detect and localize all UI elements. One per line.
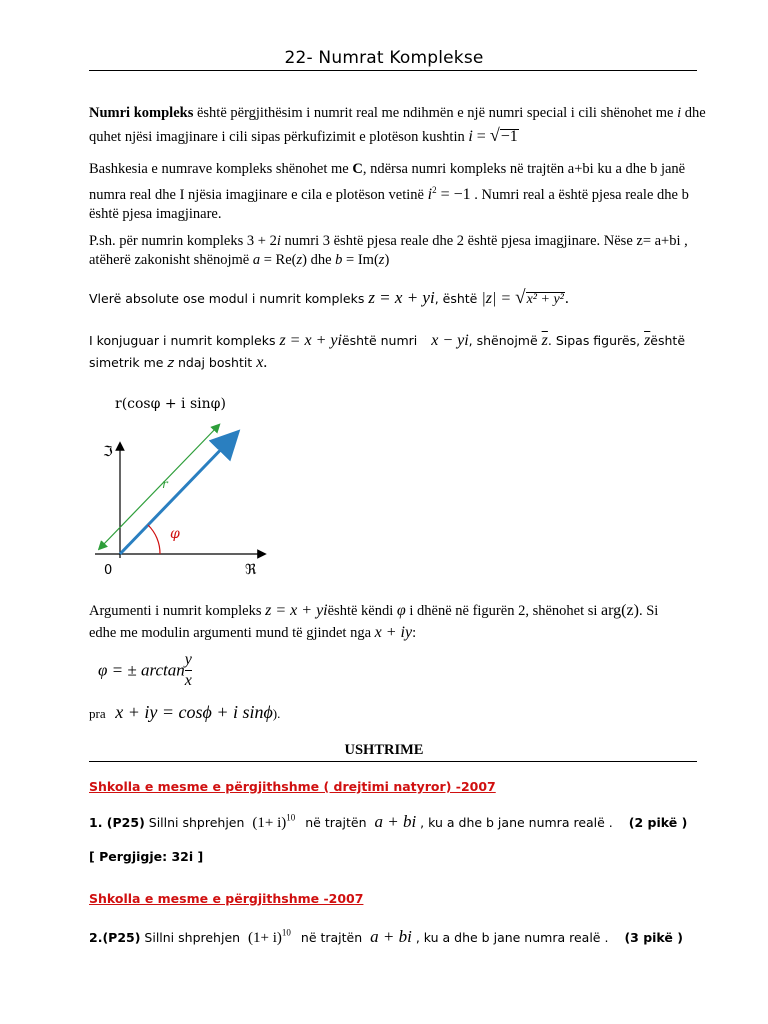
section-heading-2: Shkolla e mesme e përgjithshme -2007: [89, 891, 364, 906]
imaginary-axis-label: ℑ: [103, 444, 113, 460]
modulus-definition: Vlerë absolute ose modul i numrit kompleks z = x + yi, është |z| = √x² + y².: [89, 287, 569, 308]
argument-line-1: Argumenti i numrit kompleks z = x + yiështë këndi φ i dhënë në figurën 2, shënohet si arg(z). Si: [89, 602, 659, 619]
exercises-divider: [89, 761, 697, 762]
arctan-formula: φ = ± arctan $\frac{y}{x}$: [98, 651, 192, 689]
exercise-2-points: (3 pikë ): [624, 930, 683, 945]
intro-paragraph: [89, 104, 709, 147]
page-title: 22- Numrat Komplekse: [284, 48, 484, 68]
pra-formula: pra x + iy = cosϕ + i sinϕ).: [89, 702, 281, 722]
exercises-heading: USHTRIME: [344, 742, 424, 758]
conjugate-line-2: simetrik me z ndaj boshtit x.: [89, 354, 268, 371]
example-line-1: P.sh. për numrin kompleks 3 + 2i numri 3 është pjesa reale dhe 2 është pjesa imagjinare. Nëse z= a+bi ,: [89, 233, 688, 249]
angle-arc: [148, 525, 160, 554]
intro-line-2: quhet njësi imagjinare i cili sipas përkufizimit e plotëson kushtin i = √−1: [89, 125, 518, 145]
modulus-radicand: x² + y²: [526, 292, 564, 307]
conjugate-line-1: I konjuguar i numrit kompleks z = x + yiështë numri x − yi, shënojmë $\overline{z}$. Sipas figurës, $\overline{z}është$: [89, 332, 686, 349]
example-line-2: atëherë zakonisht shënojmë a = Re(z) dhe b = Im(z): [89, 252, 390, 268]
exercise-1-number: 1. (P25): [89, 815, 145, 830]
complex-plane-figure: [90, 388, 280, 583]
conjugate-definition: [89, 330, 709, 374]
intro-bold-term: Numri kompleks: [89, 105, 194, 121]
bashkesia-line-2: numra real dhe I njësia imagjinare e cila e plotëson vetinë $i^2 = -1$ . Numri real a është pjesa reale dhe b: [89, 185, 689, 203]
arctan-fraction: $\frac{y}{x}$: [184, 651, 192, 689]
r-label: r: [162, 477, 168, 491]
polar-form-label: r(cosφ + i sinφ): [115, 396, 226, 412]
exercise-1-points: (2 pikë ): [628, 815, 688, 830]
exercise-1: 1. (P25) Sillni shprehjen $(1+ i)^{10}$ në trajtën a + bi , ku a dhe b jane numra realë . (2 pikë ): [89, 812, 688, 831]
example-paragraph: [89, 232, 709, 270]
bashkesia-line-1: Bashkesia e numrave kompleks shënohet me C, ndërsa numri kompleks në trajtën a+bi ku a dhe b janë: [89, 161, 686, 177]
real-axis-label: ℜ: [245, 562, 257, 578]
intro-line-1: Numri kompleks është përgjithësim i numrit real me ndihmën e një numri special i cili shënohet me i dhe: [89, 105, 706, 121]
title-divider: [89, 70, 697, 71]
exercise-2-number: 2.(P25): [89, 930, 141, 945]
bashkesia-line-3: është pjesa imagjinare.: [89, 205, 222, 222]
argument-paragraph: [89, 600, 709, 644]
phi-label: φ: [170, 526, 180, 542]
exercise-2: 2.(P25) Sillni shprehjen $(1+ i)^{10}$ në trajtën a + bi , ku a dhe b jane numra realë . (3 pikë ): [89, 927, 683, 946]
argument-line-2: edhe me modulin argumenti mund të gjindet nga x + iy:: [89, 624, 417, 641]
sqrt-minus-one: −1: [500, 128, 518, 145]
section-heading-1: Shkolla e mesme e përgjithshme ( drejtimi natyror) -2007: [89, 779, 496, 794]
bashkesia-paragraph: [89, 160, 709, 224]
exercise-1-answer: [ Pergjigje: 32i ]: [89, 849, 204, 864]
origin-label: 0: [104, 563, 113, 578]
